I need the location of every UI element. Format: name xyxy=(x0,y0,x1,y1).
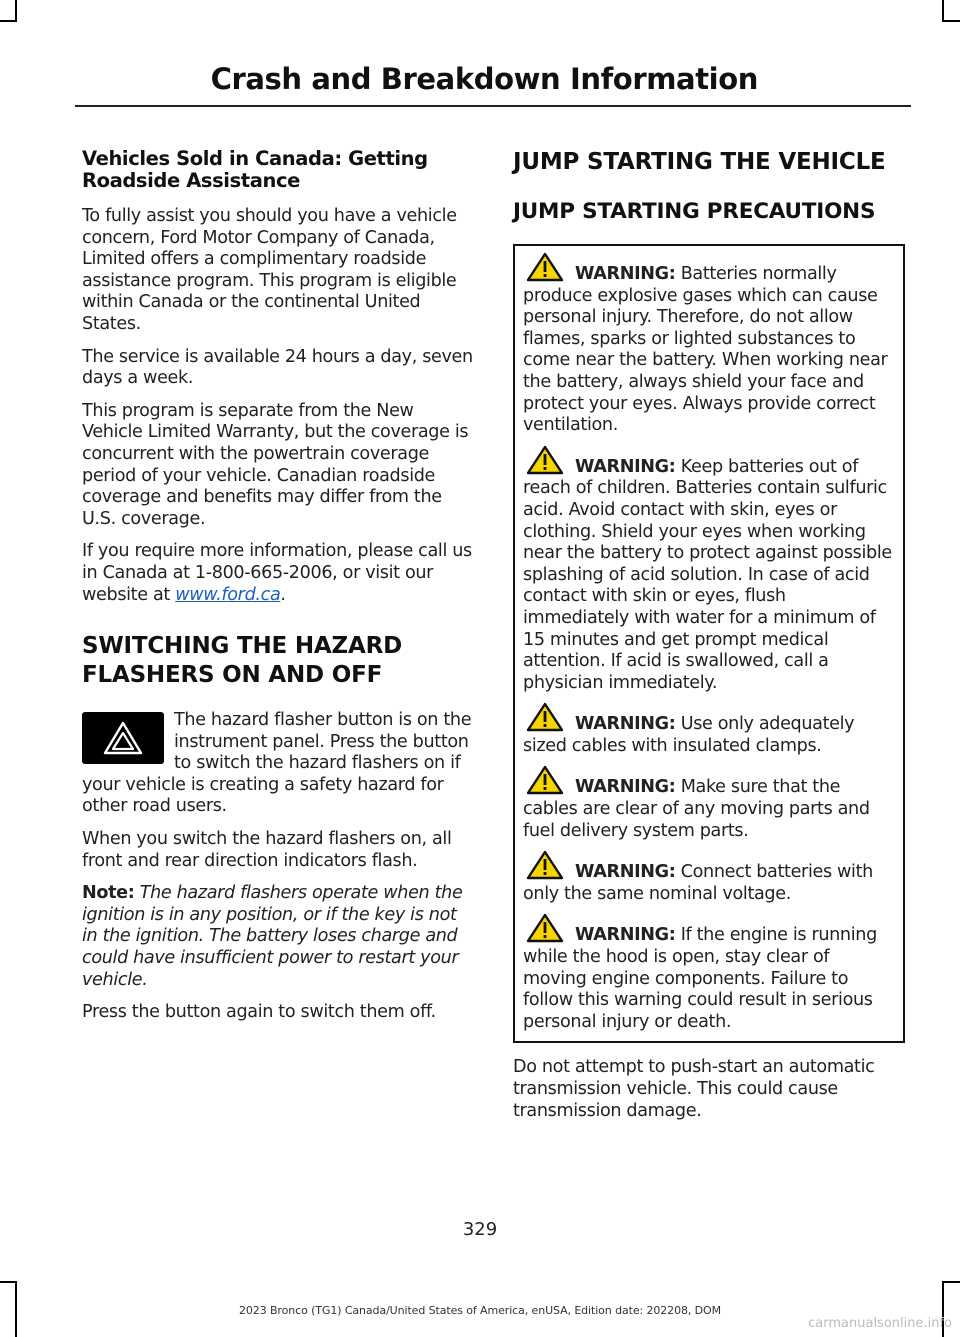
warning-item xyxy=(523,913,896,1033)
hazard-heading-line-2: FLASHERS ON AND OFF xyxy=(82,662,383,689)
warning-text: Make sure that the cables are clear of any moving parts and fuel delivery system parts. xyxy=(523,777,870,841)
warning-label: WARNING: xyxy=(575,456,676,477)
closing-paragraph: Do not attempt to push-start an automatic transmission vehicle. This could cause transmission damage. xyxy=(513,1057,875,1121)
crop-mark xyxy=(15,0,17,22)
hazard-paragraph-2: When you switch the hazard flashers on, all front and rear direction indicators flash. xyxy=(82,829,452,871)
warning-triangle-icon xyxy=(525,252,571,282)
header-divider xyxy=(75,105,911,107)
warning-label: WARNING: xyxy=(575,862,676,883)
crop-mark xyxy=(942,1281,960,1283)
hazard-heading-line-1: SWITCHING THE HAZARD xyxy=(82,633,402,660)
contact-text: If you require more information, please call us in Canada at 1-800-665-2006, or visit our website at xyxy=(82,541,472,605)
hazard-triangle-icon xyxy=(82,712,164,764)
roadside-heading: Vehicles Sold in Canada: Getting Roadside Assistance xyxy=(82,147,428,192)
note-text: The hazard flashers operate when the ignition is in any position, or if the key is not in the ignition. The battery loses charge and could have insufficient power to restart your vehicle. xyxy=(82,883,463,990)
roadside-paragraph-1: To fully assist you should you have a vehicle concern, Ford Motor Company of Canada, Limited offers a complimentary roadside assistance program. This program is eligible within Canada or the continental United States. xyxy=(82,206,457,334)
warning-text: Batteries normally produce explosive gases which can cause personal injury. Therefore, do not allow flames, sparks or lighted substances to come near the battery. When working near the battery, always shield your face and protect your eyes. Always provide correct ventilation. xyxy=(523,264,888,436)
warning-text: Keep batteries out of reach of children. Batteries contain sulfuric acid. Avoid contact with skin, eyes or clothing. Shield your eyes when working near the battery to protect against possible splashing of acid solution. In case of acid contact with skin or eyes, flush immediately with water for a minimum of 15 minutes and get prompt medical attention. If acid is swallowed, call a physician immediately. xyxy=(523,456,892,693)
crop-mark xyxy=(0,20,17,22)
hazard-paragraph-3: Press the button again to switch them off. xyxy=(82,1002,436,1023)
left-column xyxy=(82,148,474,1035)
warning-item xyxy=(523,702,896,757)
warning-triangle-icon xyxy=(525,445,571,475)
warning-item xyxy=(523,252,896,437)
warning-triangle-icon xyxy=(525,765,571,795)
warning-item xyxy=(523,445,896,695)
warnings-box xyxy=(513,244,905,1043)
warning-triangle-icon xyxy=(525,702,571,732)
warning-item xyxy=(523,850,896,905)
page-number: 329 xyxy=(462,1219,498,1240)
right-column xyxy=(513,148,905,1133)
footer-edition-info: 2023 Bronco (TG1) Canada/United States of America, enUSA, Edition date: 202208, DOM xyxy=(239,1304,721,1317)
roadside-paragraph-4 xyxy=(82,541,474,606)
warnings-list xyxy=(523,252,896,1033)
roadside-paragraph-3: This program is separate from the New Vehicle Limited Warranty, but the coverage is concurrent with the powertrain coverage period of your vehicle. Canadian roadside coverage and benefits may differ from the U.S. coverage. xyxy=(82,400,469,529)
watermark: carmanualsonline.info xyxy=(808,1316,952,1331)
roadside-paragraph-2: The service is available 24 hours a day, seven days a week. xyxy=(82,346,473,389)
precautions-heading: JUMP STARTING PRECAUTIONS xyxy=(513,199,876,224)
crop-mark xyxy=(942,20,960,22)
warning-label: WARNING: xyxy=(575,925,676,946)
warning-label: WARNING: xyxy=(575,714,676,735)
page-title: Crash and Breakdown Information xyxy=(210,62,758,96)
warning-triangle-icon xyxy=(525,913,571,943)
warning-text: If the engine is running while the hood is open, stay clear of moving engine components. Failure to follow this warning could result in serious personal injury or death. xyxy=(523,925,877,1032)
crop-mark xyxy=(942,0,944,22)
note-label: Note: xyxy=(82,883,135,904)
contact-text-end: . xyxy=(280,584,286,605)
warning-item xyxy=(523,765,896,842)
warning-label: WARNING: xyxy=(575,264,676,284)
ford-website-link[interactable]: www.ford.ca xyxy=(175,584,281,605)
hazard-paragraph-1: The hazard flasher button is on the instrument panel. Press the button to switch the hazard flashers on if your vehicle is creating a safety hazard for other road users. xyxy=(82,710,472,817)
crop-mark xyxy=(0,1281,17,1283)
warning-text: Use only adequately sized cables with insulated clamps. xyxy=(523,714,855,756)
warning-triangle-icon xyxy=(525,850,571,880)
warning-label: WARNING: xyxy=(575,777,676,798)
jump-start-heading: JUMP STARTING THE VEHICLE xyxy=(513,149,886,175)
warning-text: Connect batteries with only the same nominal voltage. xyxy=(523,862,873,904)
hazard-note xyxy=(82,883,474,991)
hazard-section-heading xyxy=(82,632,474,690)
